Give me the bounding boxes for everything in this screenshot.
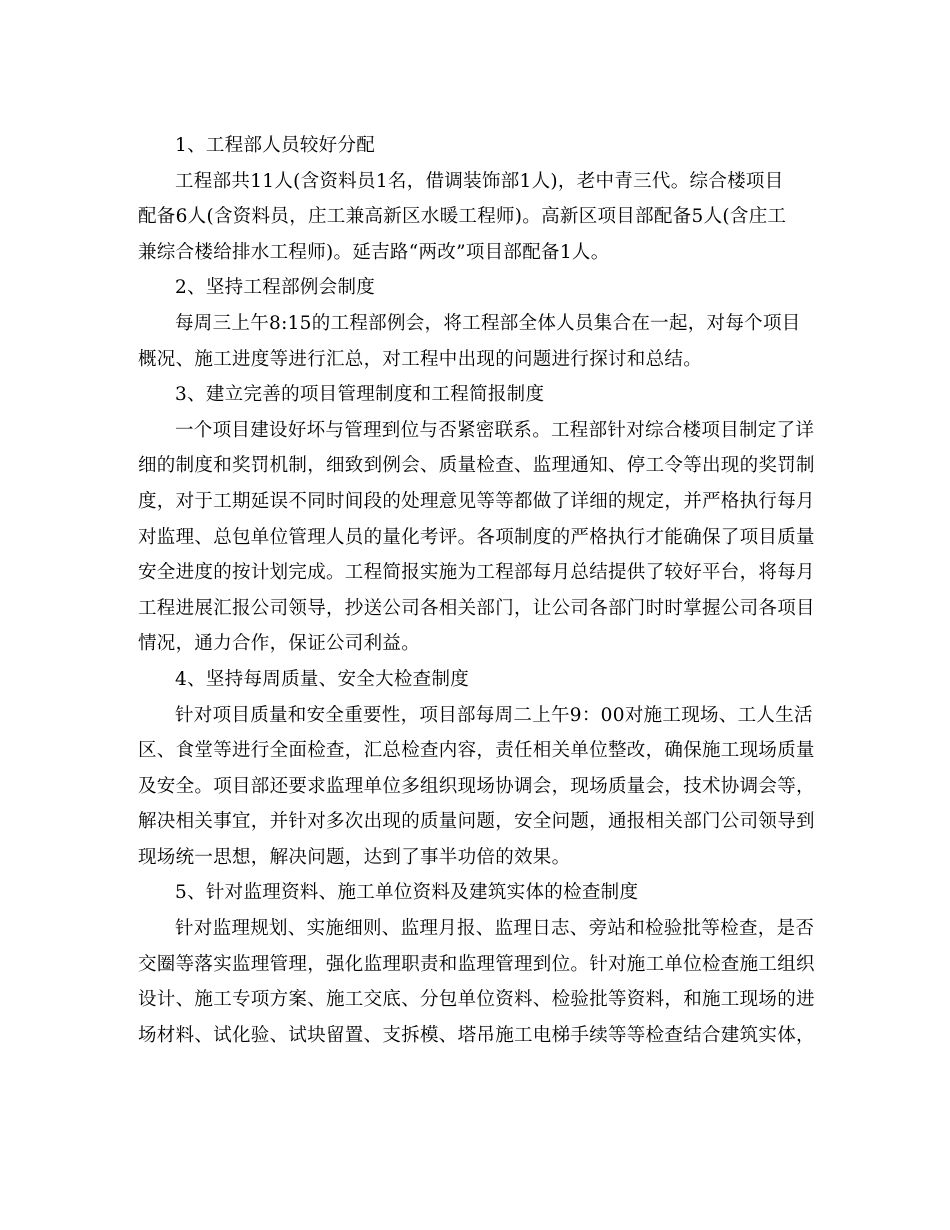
section-4-heading: 4、坚持每周质量、安全大检查制度: [175, 668, 470, 690]
section-3-line-2: 细的制度和奖罚机制，细致到例会、质量检查、监理通知、停工令等出现的奖罚制: [138, 455, 815, 477]
section-3-line-4: 对监理、总包单位管理人员的量化考评。各项制度的严格执行才能确保了项目质量: [138, 526, 815, 548]
section-4-line-3: 及安全。项目部还要求监理单位多组织现场协调会，现场质量会，技术协调会等，: [138, 775, 815, 797]
section-1-line-3: 兼综合楼给排水工程师)。延吉路“两改”项目部配备1人。: [138, 241, 610, 263]
section-1-line-1: 工程部共11人(含资料员1名，借调装饰部1人)，老中青三代。综合楼项目: [175, 170, 784, 192]
section-5-line-4: 场材料、试化验、试块留置、支拆模、塔吊施工电梯手续等等检查结合建筑实体，: [138, 1024, 815, 1046]
document-body: [138, 128, 815, 1053]
section-3-line-6: 工程进展汇报公司领导，抄送公司各相关部门，让公司各部门时时掌握公司各项目: [138, 597, 815, 619]
section-1-heading: 1、工程部人员较好分配: [175, 135, 376, 156]
section-2-line-2: 概况、施工进度等进行汇总，对工程中出现的问题进行探讨和总结。: [138, 348, 703, 370]
section-3-line-5: 安全进度的按计划完成。工程简报实施为工程部每月总结提供了较好平台，将每月: [138, 562, 815, 584]
section-3-line-3: 度，对于工期延误不同时间段的处理意见等等都做了详细的规定，并严格执行每月: [138, 490, 815, 512]
section-3-line-1: 一个项目建设好坏与管理到位与否紧密联系。工程部针对综合楼项目制定了详: [175, 419, 815, 441]
section-4-line-2: 区、食堂等进行全面检查，汇总检查内容，责任相关单位整改，确保施工现场质量: [138, 740, 815, 762]
section-3-heading: 3、建立完善的项目管理制度和工程简报制度: [175, 384, 545, 406]
section-4-line-5: 现场统一思想，解决问题，达到了事半功倍的效果。: [138, 846, 571, 868]
section-5-line-1: 针对监理规划、实施细则、监理月报、监理日志、旁站和检验批等检查，是否: [175, 918, 815, 940]
section-1-line-2: 配备6人(含资料员，庄工兼高新区水暖工程师)。高新区项目部配备5人(含庄工: [138, 206, 787, 228]
section-5-line-3: 设计、施工专项方案、施工交底、分包单位资料、检验批等资料，和施工现场的进: [138, 989, 815, 1011]
section-4-line-1: 针对项目质量和安全重要性，项目部每周二上午9：00对施工现场、工人生活: [175, 704, 813, 726]
section-5-line-2: 交圈等落实监理管理，强化监理职责和监理管理到位。针对施工单位检查施工组织: [138, 953, 815, 975]
section-4-line-4: 解决相关事宜，并针对多次出现的质量问题，安全问题，通报相关部门公司领导到: [138, 811, 815, 833]
section-3-line-7: 情况，通力合作，保证公司利益。: [138, 633, 421, 655]
section-2-heading: 2、坚持工程部例会制度: [175, 277, 376, 299]
section-2-line-1: 每周三上午8:15的工程部例会，将工程部全体人员集合在一起，对每个项目: [175, 312, 801, 334]
section-5-heading: 5、针对监理资料、施工单位资料及建筑实体的检查制度: [175, 882, 639, 904]
